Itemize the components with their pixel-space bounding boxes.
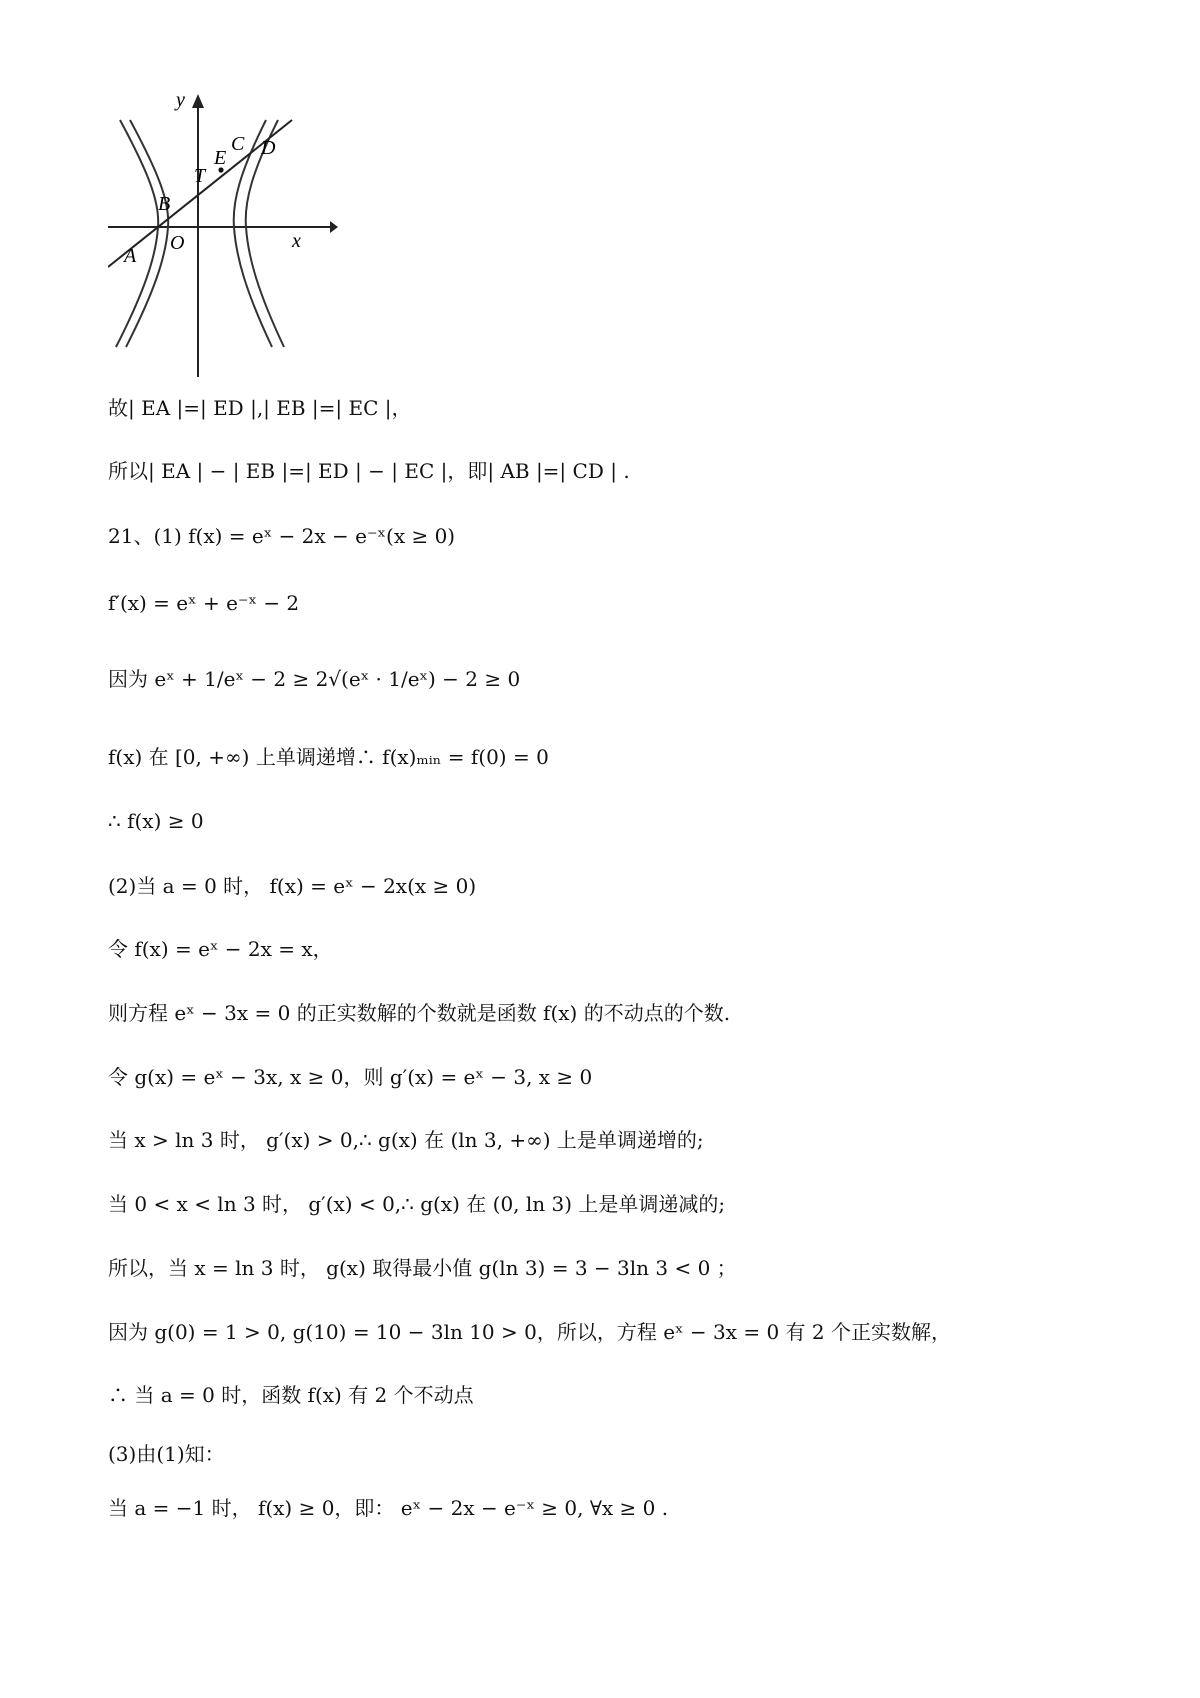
label-a: A: [124, 245, 137, 267]
line-3: 21、(1) f(x) = eˣ − 2x − e⁻ˣ(x ≥ 0): [108, 524, 456, 548]
line-8: (2)当 a = 0 时， f(x) = eˣ − 2x(x ≥ 0): [108, 874, 477, 898]
line-2: 所以| EA | − | EB |=| ED | − | EC |，即| AB |=| CD | .: [108, 459, 630, 483]
line-10: 则方程 eˣ − 3x = 0 的正实数解的个数就是函数 f(x) 的不动点的个数.: [108, 1001, 731, 1025]
label-d: D: [261, 137, 276, 159]
line-16: ∴ 当 a = 0 时，函数 f(x) 有 2 个不动点: [108, 1383, 474, 1407]
line-13: 当 0 < x < ln 3 时， g′(x) < 0,∴ g(x) 在 (0, ln 3) 上是单调递减的;: [108, 1192, 726, 1216]
label-t: T: [194, 165, 206, 187]
line-9: 令 f(x) = eˣ − 2x = x，: [108, 937, 333, 961]
line-5: 因为 eˣ + 1/eˣ − 2 ≥ 2√(eˣ · 1/eˣ) − 2 ≥ 0: [108, 667, 521, 691]
line-18: 当 a = −1 时， f(x) ≥ 0，即： eˣ − 2x − e⁻ˣ ≥ 0, ∀x ≥ 0 .: [108, 1496, 669, 1520]
line-4: f′(x) = eˣ + e⁻ˣ − 2: [108, 591, 300, 615]
y-axis-arrow: [192, 94, 204, 108]
line-17: (3)由(1)知：: [108, 1442, 225, 1466]
hyperbola-figure: [108, 92, 338, 377]
line-6: f(x) 在 [0, +∞) 上单调递增∴ f(x)ₘᵢₙ = f(0) = 0: [108, 745, 549, 769]
label-y: y: [176, 92, 185, 111]
label-b: B: [158, 193, 171, 215]
left-branch-outer: [116, 120, 158, 347]
line-1: 故| EA |=| ED |,| EB |=| EC |，: [108, 396, 412, 420]
line-12: 当 x > ln 3 时， g′(x) > 0,∴ g(x) 在 (ln 3, +∞) 上是单调递增的;: [108, 1128, 704, 1152]
label-c: C: [231, 133, 245, 155]
x-axis-arrow: [330, 221, 338, 233]
line-7: ∴ f(x) ≥ 0: [108, 809, 204, 833]
line-14: 所以，当 x = ln 3 时， g(x) 取得最小值 g(ln 3) = 3 − 3ln 3 < 0 ；: [108, 1256, 737, 1280]
label-x: x: [292, 230, 301, 252]
label-e: E: [214, 147, 227, 169]
line-11: 令 g(x) = eˣ − 3x, x ≥ 0，则 g′(x) = eˣ − 3, x ≥ 0: [108, 1065, 593, 1089]
line-15: 因为 g(0) = 1 > 0, g(10) = 10 − 3ln 10 > 0，所以，方程 eˣ − 3x = 0 有 2 个正实数解，: [108, 1320, 951, 1344]
label-origin: O: [170, 232, 185, 254]
